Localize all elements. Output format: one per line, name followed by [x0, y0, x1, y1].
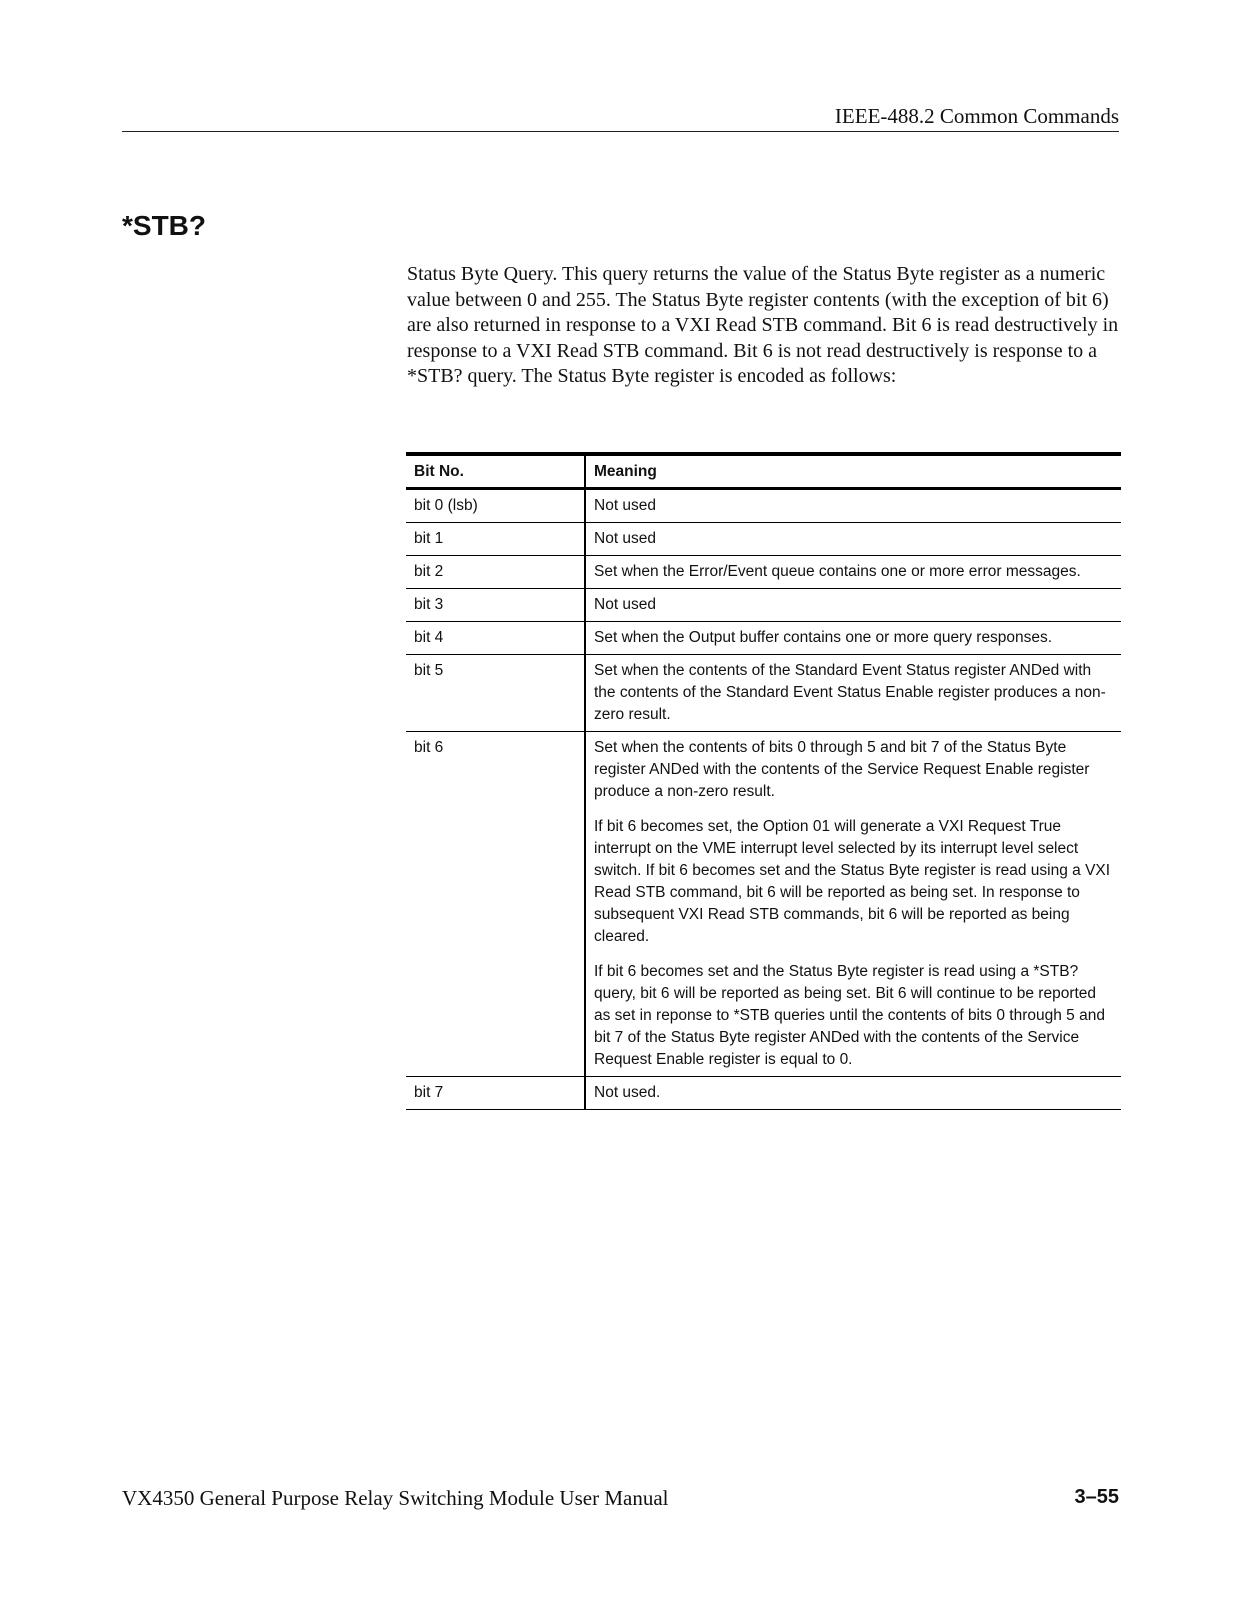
- meaning-cell: [585, 589, 1121, 622]
- meaning-paragraph: If bit 6 becomes set and the Status Byte register is read using a *STB? query, bit 6 will be reported as being set. Bit 6 will continue to be reported as set in reponse to *STB queries until the contents of bits 0 through 5 and bit 7 of the Status Byte register ANDed with the contents of the Service Request Enable register is equal to 0.: [594, 963, 1105, 1068]
- meaning-paragraph: Set when the contents of bits 0 through 5 and bit 7 of the Status Byte register ANDed with the contents of the Service Request Enable register produce a non-zero result.: [594, 739, 1090, 800]
- page-number: 3–55: [1074, 1486, 1119, 1508]
- table-row: [406, 589, 1121, 622]
- meaning-paragraph: Set when the contents of the Standard Event Status register ANDed with the contents of the Standard Event Status Enable register produces a non-zero result.: [594, 662, 1106, 723]
- intro-paragraph: Status Byte Query. This query returns the value of the Status Byte register as a numeric value between 0 and 255. The Status Byte register contents (with the exception of bit 6) are also returned in response to a VXI Read STB command. Bit 6 is read destructively in response to a VXI Read STB command. Bit 6 is not read destructively is response to a *STB? query. The Status Byte register is encoded as follows:: [407, 263, 1119, 387]
- meaning-cell: [585, 732, 1121, 1077]
- meaning-paragraph: Not used.: [594, 1084, 661, 1101]
- meaning-paragraph: Set when the Error/Event queue contains one or more error messages.: [594, 563, 1081, 580]
- meaning-paragraph: Not used: [594, 530, 657, 547]
- bit-number-cell: bit 5: [406, 655, 585, 732]
- meaning-paragraph: Not used: [594, 596, 657, 613]
- footer-manual-title: VX4350 General Purpose Relay Switching Module User Manual: [122, 1486, 669, 1510]
- bit-number-cell: bit 0 (lsb): [406, 489, 585, 523]
- meaning-cell: [585, 655, 1121, 732]
- section-title: *STB?: [122, 210, 206, 241]
- bit-number-cell: bit 1: [406, 523, 585, 556]
- table-row: [406, 556, 1121, 589]
- bit-number-cell: bit 3: [406, 589, 585, 622]
- table-row: [406, 622, 1121, 655]
- meaning-cell: [585, 1077, 1121, 1110]
- table-body: [406, 489, 1121, 1110]
- meaning-cell: [585, 556, 1121, 589]
- table-header-row: [406, 454, 1121, 489]
- table-row: [406, 489, 1121, 523]
- bit-number-cell: bit 2: [406, 556, 585, 589]
- table-row: [406, 732, 1121, 1077]
- meaning-cell: [585, 523, 1121, 556]
- table-row: [406, 1077, 1121, 1110]
- header-title: IEEE-488.2 Common Commands: [834, 104, 1119, 128]
- meaning-paragraph: Not used: [594, 497, 657, 514]
- bit-number-cell: bit 6: [406, 732, 585, 1077]
- meaning-paragraph: Set when the Output buffer contains one or more query responses.: [594, 629, 1053, 646]
- meaning-cell: [585, 489, 1121, 523]
- bit-number-cell: bit 4: [406, 622, 585, 655]
- meaning-paragraph: If bit 6 becomes set, the Option 01 will generate a VXI Request True interrupt on the VME interrupt level selected by its interrupt level select switch. If bit 6 becomes set and the Status Byte register is read using a VXI Read STB command, bit 6 will be reported as being set. In response to subsequent VXI Read STB commands, bit 6 will be reported as being cleared.: [594, 818, 1111, 945]
- page-header: [122, 103, 1119, 132]
- table-row: [406, 523, 1121, 556]
- column-header-bit-no: Bit No.: [406, 454, 585, 489]
- status-byte-table: [406, 452, 1121, 1110]
- column-header-meaning: Meaning: [585, 454, 1121, 489]
- bit-number-cell: bit 7: [406, 1077, 585, 1110]
- table-row: [406, 655, 1121, 732]
- meaning-cell: [585, 622, 1121, 655]
